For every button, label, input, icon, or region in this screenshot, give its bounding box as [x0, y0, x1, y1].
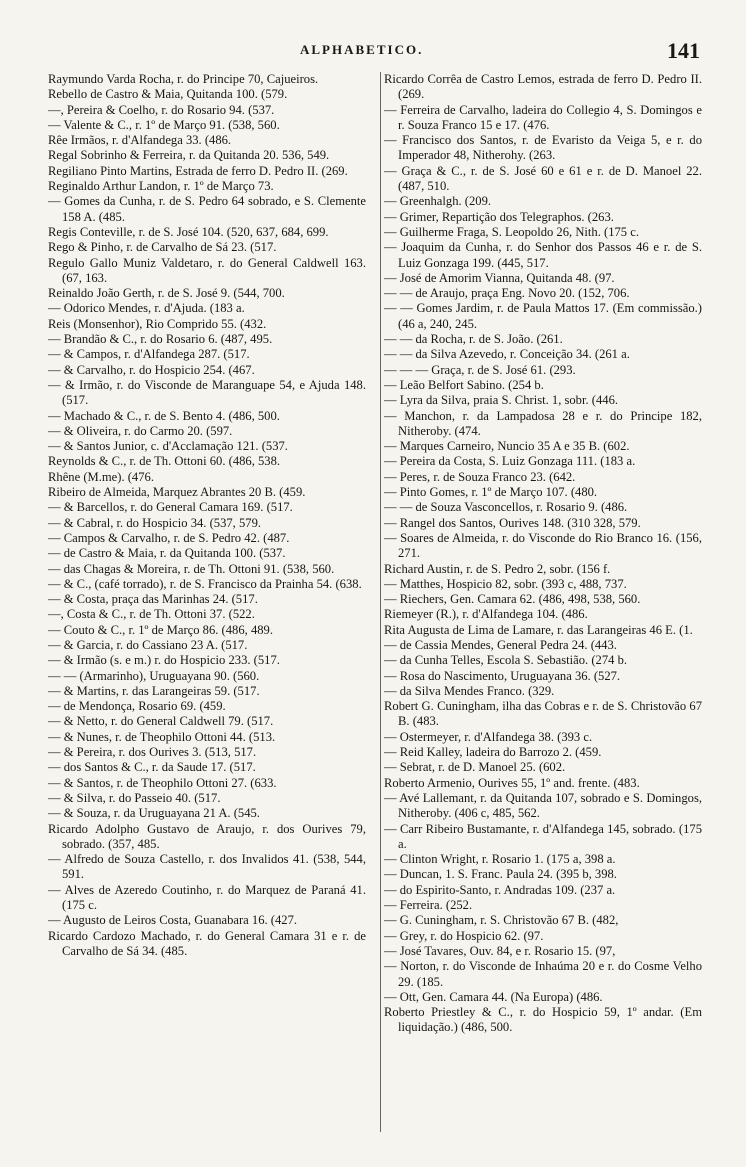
directory-entry: — & Irmão, r. do Visconde de Maranguape 54, e Ajuda 148. (517.	[48, 377, 366, 408]
directory-entry: — — de Souza Vasconcellos, r. Rosario 9. (486.	[384, 500, 628, 515]
directory-entry: — Rosa do Nascimento, Uruguayana 36. (527.	[384, 668, 621, 683]
directory-entry: — de Mendonça, Rosario 69. (459.	[48, 699, 226, 714]
directory-entry: — & Souza, r. da Uruguayana 21 A. (545.	[48, 806, 260, 821]
directory-entry: — Ferreira. (252.	[384, 898, 473, 913]
directory-entry: — Reid Kalley, ladeira do Barrozo 2. (459.	[384, 745, 602, 760]
directory-entry: Riemeyer (R.), r. d'Alfandega 104. (486.	[384, 607, 588, 622]
directory-entry: — Valente & C., r. 1º de Março 91. (538, 560.	[48, 117, 280, 132]
directory-entry: — & Campos, r. d'Alfandega 287. (517.	[48, 347, 250, 362]
directory-entry: — G. Cuningham, r. S. Christovão 67 B. (482,	[384, 913, 619, 928]
directory-entry: — Grimer, Repartição dos Telegraphos. (263.	[384, 209, 614, 224]
directory-entry: — Matthes, Hospicio 82, sobr. (393 c, 488, 737.	[384, 576, 627, 591]
directory-entry: — de Cassia Mendes, General Pedra 24. (443.	[384, 637, 617, 652]
directory-entry: — José de Amorim Vianna, Quitanda 48. (97.	[384, 270, 615, 285]
directory-entry: Reginaldo Arthur Landon, r. 1º de Março 73.	[48, 179, 274, 194]
directory-entry: — Graça & C., r. de S. José 60 e 61 e r. de D. Manoel 22. (487, 510.	[384, 163, 702, 194]
directory-entry: — Guilherme Fraga, S. Leopoldo 26, Nith. (175 c.	[384, 224, 639, 239]
running-head: ALPHABETICO.	[300, 42, 424, 57]
directory-entry: —, Pereira & Coelho, r. do Rosario 94. (537.	[48, 102, 275, 117]
directory-entry: Regis Conteville, r. de S. José 104. (520, 637, 684, 699.	[48, 224, 329, 239]
directory-entry: — & Barcellos, r. do General Camara 169. (517.	[48, 500, 293, 515]
directory-entry: Roberto Armenio, Ourives 55, 1º and. frente. (483.	[384, 775, 640, 790]
directory-entry: — & Silva, r. do Passeio 40. (517.	[48, 790, 221, 805]
directory-entry: Ricardo Corrêa de Castro Lemos, estrada de ferro D. Pedro II. (269.	[384, 72, 702, 102]
directory-entry: — & Garcia, r. do Cassiano 23 A. (517.	[48, 637, 248, 652]
directory-entry: — Manchon, r. da Lampadosa 28 e r. do Principe 182, Nitheroby. (474.	[384, 408, 702, 438]
directory-entry: — — da Rocha, r. de S. João. (261.	[384, 332, 563, 347]
directory-entry: — de Castro & Maia, r. da Quitanda 100. (537.	[48, 546, 286, 561]
directory-entry: — Norton, r. do Visconde de Inhaúma 20 e r. do Cosme Velho 29. (185.	[384, 959, 702, 989]
directory-entry: Regiliano Pinto Martins, Estrada de ferro D. Pedro II. (269.	[48, 163, 348, 178]
directory-entry: Ribeiro de Almeida, Marquez Abrantes 20 B. (459.	[48, 485, 306, 500]
directory-entry: — Sebrat, r. de D. Manoel 25. (602.	[384, 760, 566, 775]
left-column	[48, 72, 366, 959]
directory-entry: — & Irmão (s. e m.) r. do Hospicio 233. (517.	[48, 653, 280, 668]
right-column	[384, 72, 702, 1036]
directory-entry: — & Costa, praça das Marinhas 24. (517.	[48, 592, 258, 607]
directory-entry: — & Martins, r. das Larangeiras 59. (517.	[48, 683, 260, 698]
directory-entry: Rhêne (M.me). (476.	[48, 469, 154, 484]
directory-entry: — do Espirito-Santo, r. Andradas 109. (237 a.	[384, 882, 616, 897]
directory-entry: Rita Augusta de Lima de Lamare, r. das Larangeiras 46 E. (1.	[384, 622, 693, 637]
directory-entry: — & Santos Junior, c. d'Acclamação 121. (537.	[48, 439, 288, 454]
directory-entry: — Carr Ribeiro Bustamante, r. d'Alfandega 145, sobrado. (175 a.	[384, 821, 702, 851]
directory-entry: — Avé Lallemant, r. da Quitanda 107, sobrado e S. Domingos, Nitheroby. (406 c, 485, 562.	[384, 790, 702, 821]
directory-entry: —, Costa & C., r. de Th. Ottoni 37. (522.	[48, 607, 255, 622]
directory-entry: Reynolds & C., r. de Th. Ottoni 60. (486, 538.	[48, 454, 281, 469]
directory-entry: — & Cabral, r. do Hospicio 34. (537, 579.	[48, 515, 262, 530]
directory-entry: — & Santos, r. de Theophilo Ottoni 27. (633.	[48, 775, 277, 790]
directory-entry: — & Oliveira, r. do Carmo 20. (597.	[48, 423, 233, 438]
directory-entry: — Soares de Almeida, r. do Visconde do Rio Branco 16. (156, 271.	[384, 530, 702, 561]
directory-entry: — Francisco dos Santos, r. de Evaristo da Veiga 5, e r. do Imperador 48, Nitherohy. (263.	[384, 133, 702, 163]
directory-entry: — Riechers, Gen. Camara 62. (486, 498, 538, 560.	[384, 592, 641, 607]
directory-entry: Robert G. Cuningham, ilha das Cobras e r. de S. Christovão 67 B. (483.	[384, 699, 702, 729]
directory-entry: Rebello de Castro & Maia, Quitanda 100. (579.	[48, 87, 288, 102]
directory-entry: Rego & Pinho, r. de Carvalho de Sá 23. (517.	[48, 240, 277, 255]
directory-entry: — Machado & C., r. de S. Bento 4. (486, 500.	[48, 408, 280, 423]
directory-entry: — Brandão & C., r. do Rosario 6. (487, 495.	[48, 332, 273, 347]
directory-entry: — Leão Belfort Sabino. (254 b.	[384, 377, 544, 392]
directory-entry: — & Pereira, r. dos Ourives 3. (513, 517.	[48, 745, 257, 760]
directory-entry: — — — Graça, r. de S. José 61. (293.	[384, 362, 576, 377]
directory-entry: — — (Armarinho), Uruguayana 90. (560.	[48, 668, 260, 683]
directory-entry: — & Netto, r. do General Caldwell 79. (517.	[48, 714, 274, 729]
directory-entry: — Grey, r. do Hospicio 62. (97.	[384, 928, 544, 943]
directory-entry: — Couto & C., r. 1º de Março 86. (486, 489.	[48, 622, 273, 637]
directory-entry: Raymundo Varda Rocha, r. do Principe 70, Cajueiros.	[48, 72, 319, 86]
directory-entry: — Rangel dos Santos, Ourives 148. (310 328, 579.	[384, 515, 641, 530]
directory-entry: — Alfredo de Souza Castello, r. dos Invalidos 41. (538, 544, 591.	[48, 852, 366, 882]
directory-entry: Ricardo Cardozo Machado, r. do General Camara 31 e r. de Carvalho de Sá 34. (485.	[48, 928, 366, 958]
directory-entry: — Marques Carneiro, Nuncio 35 A e 35 B. (602.	[384, 439, 630, 454]
directory-entry: — Pinto Gomes, r. 1º de Março 107. (480.	[384, 485, 598, 500]
directory-entry: Reis (Monsenhor), Rio Comprido 55. (432.	[48, 316, 267, 331]
directory-entry: — & Nunes, r. de Theophilo Ottoni 44. (513.	[48, 729, 276, 744]
directory-entry: — — de Araujo, praça Eng. Novo 20. (152, 706.	[384, 286, 630, 301]
directory-entry: — Lyra da Silva, praia S. Christ. 1, sobr. (446.	[384, 393, 619, 408]
directory-entry: — Clinton Wright, r. Rosario 1. (175 a, 398 a.	[384, 852, 616, 867]
directory-entry: — & C., (café torrado), r. de S. Francisco da Prainha 54. (638.	[48, 576, 362, 591]
directory-entry: — Ott, Gen. Camara 44. (Na Europa) (486.	[384, 989, 603, 1004]
page-number: 141	[667, 38, 700, 63]
directory-entry: — José Tavares, Ouv. 84, e r. Rosario 15. (97,	[384, 943, 616, 958]
directory-entry: Reinaldo João Gerth, r. de S. José 9. (544, 700.	[48, 286, 285, 301]
directory-entry: — Ferreira de Carvalho, ladeira do Collegio 4, S. Domingos e r. Souza Franco 15 e 17. (476.	[384, 102, 702, 132]
directory-entry: — Odorico Mendes, r. d'Ajuda. (183 a.	[48, 301, 245, 316]
column-divider	[380, 72, 381, 1132]
directory-entry: — Augusto de Leiros Costa, Guanabara 16. (427.	[48, 913, 298, 928]
directory-entry: — — Gomes Jardim, r. de Paula Mattos 17. (Em commissão.) (46 a, 240, 245.	[384, 301, 702, 331]
directory-entry: — Ostermeyer, r. d'Alfandega 38. (393 c.	[384, 729, 593, 744]
directory-entry: Richard Austin, r. de S. Pedro 2, sobr. (156 f.	[384, 561, 611, 576]
directory-entry: — Campos & Carvalho, r. de S. Pedro 42. (487.	[48, 530, 290, 545]
directory-entry: Ricardo Adolpho Gustavo de Araujo, r. dos Ourives 79, sobrado. (357, 485.	[48, 821, 366, 851]
directory-entry: Regulo Gallo Muniz Valdetaro, r. do General Caldwell 163. (67, 163.	[48, 255, 366, 285]
directory-entry: — Alves de Azeredo Coutinho, r. do Marquez de Paraná 41. (175 c.	[48, 882, 366, 913]
directory-entry: Rêe Irmãos, r. d'Alfandega 33. (486.	[48, 133, 232, 148]
directory-entry: — Duncan, 1. S. Franc. Paula 24. (395 b, 398.	[384, 867, 617, 882]
directory-entry: — da Silva Mendes Franco. (329.	[384, 683, 555, 698]
directory-entry: — dos Santos & C., r. da Saude 17. (517.	[48, 760, 256, 775]
directory-entry: — — da Silva Azevedo, r. Conceição 34. (261 a.	[384, 347, 630, 362]
page-header	[0, 38, 746, 62]
directory-entry: — das Chagas & Moreira, r. de Th. Ottoni 91. (538, 560.	[48, 561, 335, 576]
directory-entry: — da Cunha Telles, Escola S. Sebastião. (274 b.	[384, 653, 628, 668]
directory-entry: Roberto Priestley & C., r. do Hospicio 59, 1º andar. (Em liquidação.) (486, 500.	[384, 1005, 702, 1035]
directory-entry: — & Carvalho, r. do Hospicio 254. (467.	[48, 362, 255, 377]
directory-entry: — Gomes da Cunha, r. de S. Pedro 64 sobrado, e S. Clemente 158 A. (485.	[48, 194, 366, 224]
directory-entry: — Peres, r. de Souza Franco 23. (642.	[384, 469, 576, 484]
directory-entry: — Pereira da Costa, S. Luiz Gonzaga 111. (183 a.	[384, 454, 636, 469]
directory-entry: — Greenhalgh. (209.	[384, 194, 492, 209]
directory-entry: Regal Sobrinho & Ferreira, r. da Quitanda 20. 536, 549.	[48, 148, 330, 163]
directory-entry: — Joaquim da Cunha, r. do Senhor dos Passos 46 e r. de S. Luiz Gonzaga 199. (445, 517.	[384, 240, 702, 270]
